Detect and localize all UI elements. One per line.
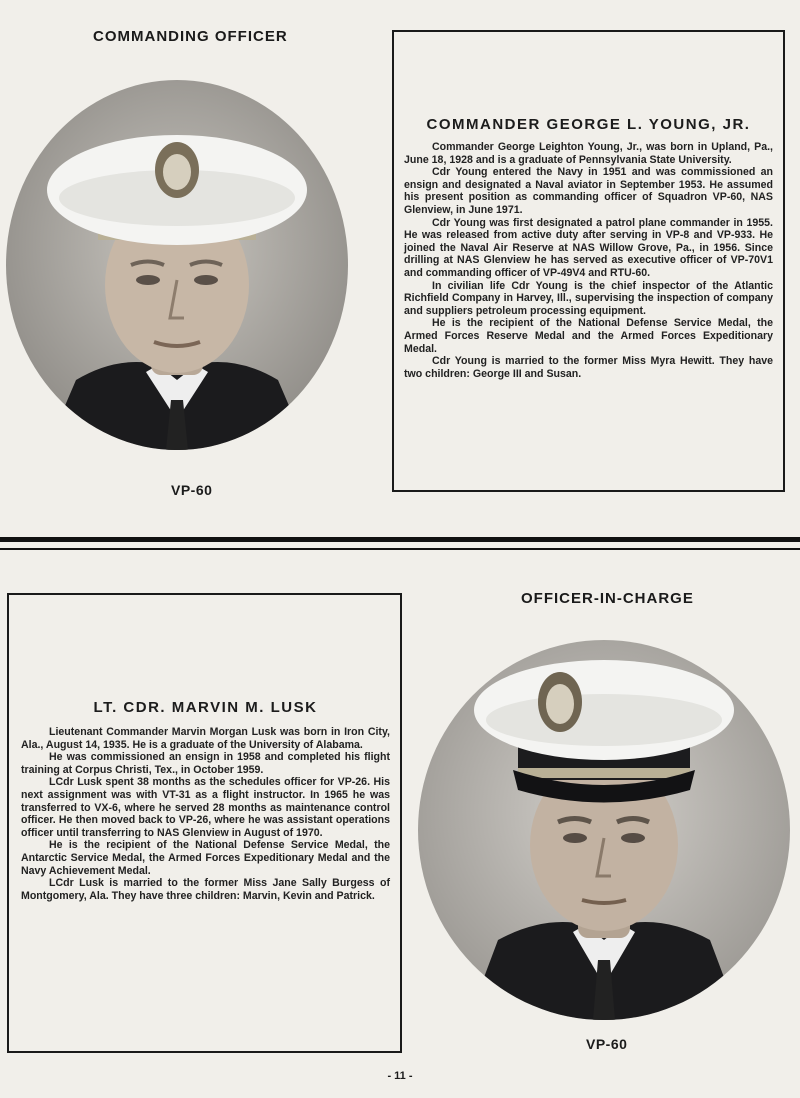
bio-paragraph: Commander George Leighton Young, Jr., was born in Upland, Pa., June 18, 1928 and is a graduate of Pennsylvania State University. bbox=[404, 141, 773, 166]
bio-paragraph: Lieutenant Commander Marvin Morgan Lusk was born in Iron City, Ala., August 14, 1935. He is a graduate of the University of Alabama. bbox=[21, 726, 390, 751]
section-divider-top bbox=[0, 537, 800, 542]
page-number: - 11 - bbox=[387, 1070, 413, 1082]
officer-in-charge-heading: OFFICER-IN-CHARGE bbox=[521, 590, 694, 607]
bio-paragraph: He is the recipient of the National Defense Service Medal, the Armed Forces Reserve Medal and the Armed Forces Expeditionary Medal. bbox=[404, 317, 773, 355]
commanding-officer-portrait bbox=[6, 80, 348, 450]
bio-paragraph: He is the recipient of the National Defense Service Medal, the Antarctic Service Medal, the Armed Forces Expeditionary Medal and the Navy Achievement Medal. bbox=[21, 839, 390, 877]
section-divider-bottom bbox=[0, 548, 800, 550]
officer-in-charge-portrait bbox=[418, 640, 790, 1020]
commanding-officer-caption: VP-60 bbox=[171, 482, 213, 498]
officer-in-charge-caption: VP-60 bbox=[586, 1036, 628, 1052]
bio-paragraph: He was commissioned an ensign in 1958 and completed his flight training at Corpus Christi, Tex., in October 1959. bbox=[21, 751, 390, 776]
bio-paragraph: Cdr Young entered the Navy in 1951 and was commissioned an ensign and designated a Naval aviator in September 1953. He assumed his present position as commanding officer of Squadron VP-60, NAS Glenview, in June 1971. bbox=[404, 166, 773, 216]
commanding-officer-name: COMMANDER GEORGE L. YOUNG, JR. bbox=[426, 116, 751, 133]
commanding-officer-bio-box bbox=[392, 30, 785, 492]
officer-in-charge-bio-box bbox=[7, 593, 402, 1053]
bio-paragraph: LCdr Lusk is married to the former Miss Jane Sally Burgess of Montgomery, Ala. They have three children: Marvin, Kevin and Patrick. bbox=[21, 877, 390, 902]
commanding-officer-heading: COMMANDING OFFICER bbox=[93, 28, 288, 45]
commanding-officer-bio-text bbox=[404, 141, 773, 380]
bio-paragraph: In civilian life Cdr Young is the chief inspector of the Atlantic Richfield Company in Harvey, Ill., supervising the inspection of company and suppliers petroleum processing equipment. bbox=[404, 279, 773, 317]
bio-paragraph: Cdr Young is married to the former Miss Myra Hewitt. They have two children: George III and Susan. bbox=[404, 355, 773, 380]
bio-paragraph: LCdr Lusk spent 38 months as the schedules officer for VP-26. His next assignment was with VT-31 as a flight instructor. In 1965 he was transferred to VX-6, where he served 28 months as maintenance control officer. He then moved back to VP-26, where he was assistant operations officer until transferring to NAS Glenview in August of 1970. bbox=[21, 776, 390, 839]
officer-in-charge-bio-text bbox=[21, 726, 390, 902]
bio-paragraph: Cdr Young was first designated a patrol plane commander in 1955. He was released from active duty after serving in VP-8 and VP-933. He joined the Naval Air Reserve at NAS Willow Grove, Pa., in 1956. Since drilling at NAS Glenview he has served as executive officer of VP-70V1 and commanding officer of VP-49V4 and RTU-60. bbox=[404, 216, 773, 279]
officer-in-charge-name: LT. CDR. MARVIN M. LUSK bbox=[93, 699, 318, 716]
